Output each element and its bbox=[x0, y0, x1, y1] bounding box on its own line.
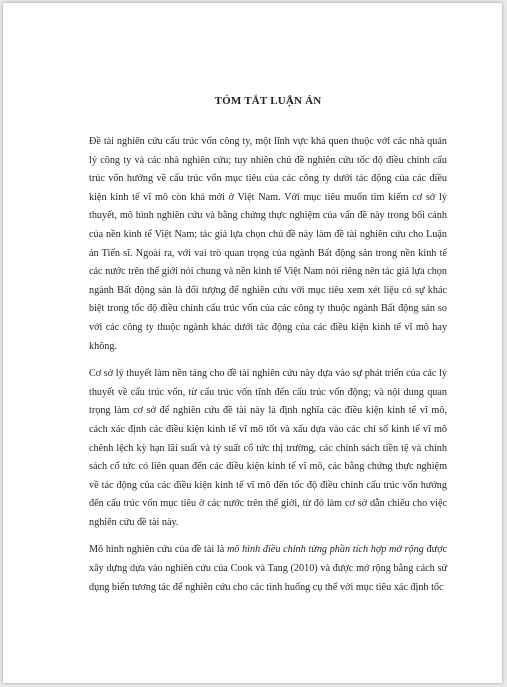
paragraph-3-end: được xây dựng dựa vào nghiên cứu của Cook và Tang (2010) và được mở rộng bằng cách sử dụng biến tương tác để nghiên cứu cho các tình huống cụ thể với mục tiêu xác định tốc bbox=[89, 544, 447, 593]
page-content bbox=[89, 95, 447, 606]
paragraph-2: Cơ sở lý thuyết làm nền tảng cho đề tài nghiên cứu này dựa vào sự phát triển của các lý thuyết về cấu trúc vốn, từ cấu trúc vốn tĩnh đến cấu trúc vốn động; và nội dung quan trọng làm cơ sở để nghiên cứu đề tài này là định nghĩa các điều kiện kinh tế vĩ mô, cách xác định các điều kiện kinh tế vĩ mô tốt và xấu dựa vào các chỉ số kinh tế vĩ mô chênh lệch kỳ hạn lãi suất và tỷ suất cổ tức thị trường, các chính sách tiền tệ và chính sách cổ tức có liên quan đến các điều kiện kinh tế vĩ mô, các bằng chứng thực nghiệm về tác động của các điều kiện kinh tế vĩ mô đến tốc độ điều chỉnh cấu trúc vốn hướng đến cấu trúc vốn mục tiêu ở các nước trên thế giới, từ đó làm cơ sở dẫn chiếu cho việc nghiên cứu đề tài này. bbox=[89, 368, 447, 528]
paragraph-3 bbox=[89, 541, 447, 597]
paragraph-3-italic: mô hình điều chỉnh từng phần tích hợp mở rộng bbox=[226, 544, 424, 556]
paragraph-1: Đề tài nghiên cứu cấu trúc vốn công ty, một lĩnh vực khá quen thuộc với các nhà quản lý công ty và các nhà nghiên cứu; tuy nhiên chủ đề nghiên cứu tốc độ điều chỉnh cấu trúc vốn hướng về cấu trúc vốn mục tiêu của các công ty dưới tác động của các điều kiện kinh tế vĩ mô còn khá mới ở Việt Nam. Với mục tiêu muốn tìm kiếm cơ sở lý thuyết, mô hình nghiên cứu và bằng chứng thực nghiệm của vấn đề này trong bối cảnh của nền kinh tế Việt Nam; tác giả lựa chọn chủ đề này làm đề tài nghiên cứu cho Luận án Tiến sĩ. Ngoài ra, với vai trò quan trọng của ngành Bất động sản trong nền kinh tế các nước trên thế giới nói chung và nền kinh tế Việt Nam nói riêng nên tác giả lựa chọn ngành Bất động sản là đối tượng để nghiên cứu với mục tiêu xem xét liệu có sự khác biệt trong tốc độ điều chỉnh cấu trúc vốn của các công ty thuộc ngành Bất động sản so với các công ty thuộc ngành khác dưới tác động của các điều kiện kinh tế vĩ mô hay không. bbox=[89, 136, 447, 352]
document-title: TÓM TẮT LUẬN ÁN bbox=[214, 95, 322, 107]
paragraph-3-start: Mô hình nghiên cứu của đề tài là bbox=[89, 544, 227, 556]
document-page bbox=[3, 3, 502, 683]
